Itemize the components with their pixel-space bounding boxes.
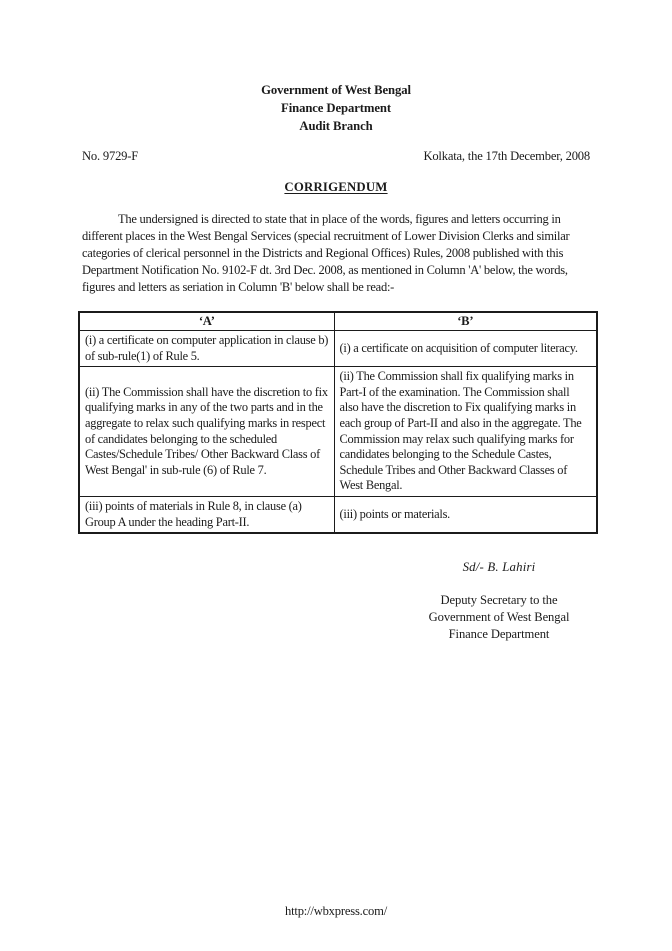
correction-2-column-b: (ii) The Commission shall fix qualifying marks in Part-I of the examination. The Commission shall also have the discretion to Fix qualifying marks in each group of Part-II and also in the aggregate. The Commission may relax such qualifying marks for candidates belonging to the Schedule Castes, Schedule Tribes and Other Backward Classes of West Bengal.	[334, 367, 597, 497]
letterhead-org: Government of West Bengal	[261, 83, 411, 97]
document-title: CORRIGENDUM	[284, 180, 388, 194]
signatory-department: Finance Department	[448, 627, 550, 641]
correction-1-column-a: (i) a certificate on computer application in clause b) of sub-rule(1) of Rule 5.	[79, 331, 334, 367]
signatory-org: Government of West Bengal	[428, 610, 570, 624]
letterhead-branch: Audit Branch	[299, 119, 373, 133]
signatory-designation: Deputy Secretary to the	[440, 593, 558, 607]
table-row	[79, 367, 597, 497]
column-header-b: ‘B’	[334, 312, 597, 331]
table-row	[79, 496, 597, 533]
corrections-table	[78, 311, 598, 534]
table-header-row	[79, 312, 597, 331]
column-header-a: ‘A’	[79, 312, 334, 331]
place-date: Kolkata, the 17th December, 2008	[423, 149, 590, 163]
footer-url-link[interactable]: http://wbxpress.com/	[285, 904, 387, 918]
letterhead	[0, 81, 672, 135]
signatory-block	[398, 592, 600, 643]
signature-line: Sd/- B. Lahiri	[462, 560, 536, 574]
correction-3-column-b: (iii) points or materials.	[334, 496, 597, 533]
body-paragraph: The undersigned is directed to state that in place of the words, figures and letters occurring in different places in the West Bengal Services (special recruitment of Lower Division Clerks and similar categories of clerical personnel in the Districts and Regional Offices) Rules, 2008 published with this Department Notification No. 9102-F dt. 3rd Dec. 2008, as mentioned in Column 'A' below, the words, figures and letters as seriation in Column 'B' below shall be read:-	[82, 212, 570, 294]
memo-number: No. 9729-F	[82, 149, 139, 163]
correction-3-column-a: (iii) points of materials in Rule 8, in clause (a) Group A under the heading Part-II.	[79, 496, 334, 533]
reference-line	[82, 149, 590, 164]
correction-2-column-a: (ii) The Commission shall have the discretion to fix qualifying marks in any of the two parts and in the aggregate to relax such qualifying marks in respect of candidates belonging to the scheduled Castes/Schedule Tribes/ Other Backward Class of West Bengal' in sub-rule (6) of Rule 7.	[79, 367, 334, 497]
table-row	[79, 331, 597, 367]
letterhead-department: Finance Department	[281, 101, 391, 115]
correction-1-column-b: (i) a certificate on acquisition of computer literacy.	[334, 331, 597, 367]
